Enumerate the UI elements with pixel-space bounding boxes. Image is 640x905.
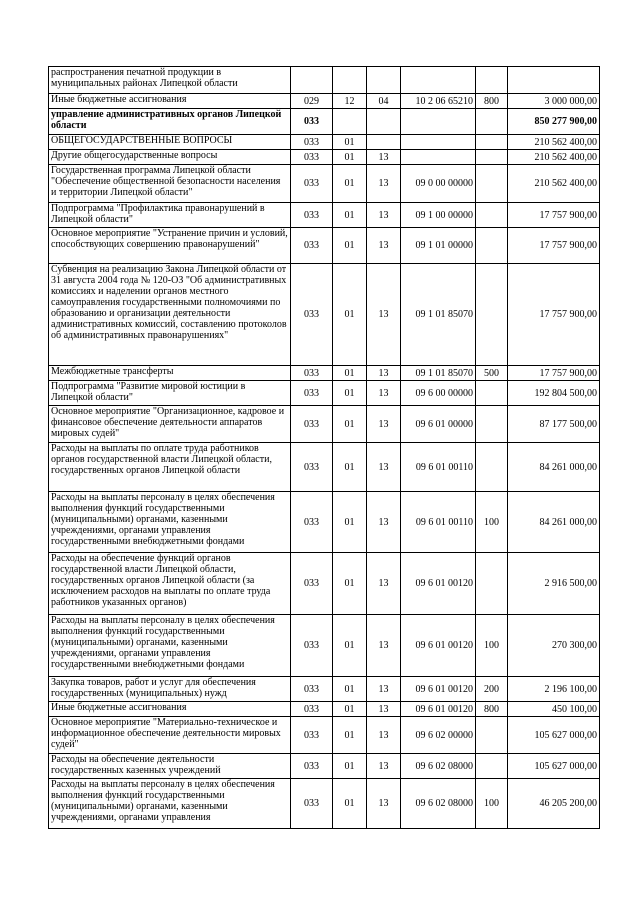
- ministry-code-cell: 033: [291, 492, 333, 553]
- table-row: [49, 615, 600, 677]
- target-article-code-cell: 09 6 01 00110: [401, 443, 476, 492]
- target-article-code-cell: 09 0 00 00000: [401, 165, 476, 203]
- ministry-code-cell: 033: [291, 406, 333, 443]
- table-row: [49, 109, 600, 135]
- ministry-code-cell: 033: [291, 702, 333, 717]
- expense-type-code-cell: [476, 264, 508, 366]
- expense-type-code-cell: 500: [476, 366, 508, 381]
- table-row: [49, 702, 600, 717]
- amount-cell: 450 100,00: [508, 702, 600, 717]
- expense-type-code-cell: [476, 203, 508, 228]
- subsection-code-cell: 13: [367, 228, 401, 264]
- section-code-cell: 01: [333, 150, 367, 165]
- item-name-cell: Расходы на выплаты персоналу в целях обеспечения выполнения функций государственными (муниципальными) органами, казенными учреждениями, органами управления государственными внебюджетными фондами: [49, 492, 291, 553]
- ministry-code-cell: 033: [291, 553, 333, 615]
- target-article-code-cell: 09 1 00 00000: [401, 203, 476, 228]
- ministry-code-cell: 033: [291, 754, 333, 779]
- amount-cell: 3 000 000,00: [508, 94, 600, 109]
- subsection-code-cell: 13: [367, 717, 401, 754]
- item-name-cell: Иные бюджетные ассигнования: [49, 702, 291, 717]
- target-article-code-cell: 09 6 02 08000: [401, 779, 476, 829]
- expense-type-code-cell: 200: [476, 677, 508, 702]
- amount-cell: 2 916 500,00: [508, 553, 600, 615]
- ministry-code-cell: 033: [291, 381, 333, 406]
- amount-cell: 17 757 900,00: [508, 264, 600, 366]
- section-code-cell: [333, 109, 367, 135]
- item-name-cell: Основное мероприятие "Устранение причин и условий, способствующих совершению правонарушений": [49, 228, 291, 264]
- amount-cell: 2 196 100,00: [508, 677, 600, 702]
- amount-cell: 84 261 000,00: [508, 443, 600, 492]
- budget-table-body: [49, 67, 600, 829]
- ministry-code-cell: 033: [291, 135, 333, 150]
- item-name-cell: Государственная программа Липецкой области "Обеспечение общественной безопасности населения и территории Липецкой области": [49, 165, 291, 203]
- item-name-cell: распространения печатной продукции в муниципальных районах Липецкой области: [49, 67, 291, 94]
- expense-type-code-cell: [476, 754, 508, 779]
- expense-type-code-cell: 800: [476, 94, 508, 109]
- expense-type-code-cell: [476, 150, 508, 165]
- table-row: [49, 553, 600, 615]
- target-article-code-cell: 10 2 06 65210: [401, 94, 476, 109]
- ministry-code-cell: 033: [291, 779, 333, 829]
- section-code-cell: 01: [333, 779, 367, 829]
- subsection-code-cell: 13: [367, 702, 401, 717]
- table-row: [49, 228, 600, 264]
- table-row: [49, 381, 600, 406]
- amount-cell: 46 205 200,00: [508, 779, 600, 829]
- expense-type-code-cell: [476, 165, 508, 203]
- amount-cell: 17 757 900,00: [508, 203, 600, 228]
- amount-cell: 270 300,00: [508, 615, 600, 677]
- section-code-cell: 01: [333, 165, 367, 203]
- expense-type-code-cell: [476, 406, 508, 443]
- expense-type-code-cell: 100: [476, 492, 508, 553]
- table-row: [49, 67, 600, 94]
- target-article-code-cell: 09 6 01 00120: [401, 553, 476, 615]
- item-name-cell: Расходы на обеспечение деятельности государственных казенных учреждений: [49, 754, 291, 779]
- target-article-code-cell: [401, 150, 476, 165]
- subsection-code-cell: [367, 135, 401, 150]
- expense-type-code-cell: 800: [476, 702, 508, 717]
- table-row: [49, 165, 600, 203]
- subsection-code-cell: 13: [367, 779, 401, 829]
- amount-cell: 84 261 000,00: [508, 492, 600, 553]
- item-name-cell: Межбюджетные трансферты: [49, 366, 291, 381]
- subsection-code-cell: 13: [367, 615, 401, 677]
- subsection-code-cell: 13: [367, 203, 401, 228]
- section-code-cell: 01: [333, 754, 367, 779]
- section-code-cell: 01: [333, 615, 367, 677]
- subsection-code-cell: [367, 109, 401, 135]
- table-row: [49, 150, 600, 165]
- subsection-code-cell: 13: [367, 443, 401, 492]
- amount-cell: 87 177 500,00: [508, 406, 600, 443]
- section-code-cell: 01: [333, 228, 367, 264]
- ministry-code-cell: 033: [291, 366, 333, 381]
- section-code-cell: 01: [333, 381, 367, 406]
- ministry-code-cell: 033: [291, 443, 333, 492]
- target-article-code-cell: 09 6 01 00000: [401, 406, 476, 443]
- expense-type-code-cell: [476, 717, 508, 754]
- table-row: [49, 135, 600, 150]
- target-article-code-cell: 09 6 01 00120: [401, 702, 476, 717]
- ministry-code-cell: 033: [291, 150, 333, 165]
- item-name-cell: Подпрограмма "Развитие мировой юстиции в Липецкой области": [49, 381, 291, 406]
- item-name-cell: ОБЩЕГОСУДАРСТВЕННЫЕ ВОПРОСЫ: [49, 135, 291, 150]
- item-name-cell: Иные бюджетные ассигнования: [49, 94, 291, 109]
- subsection-code-cell: 13: [367, 165, 401, 203]
- amount-cell: 192 804 500,00: [508, 381, 600, 406]
- target-article-code-cell: [401, 135, 476, 150]
- item-name-cell: Расходы на выплаты персоналу в целях обеспечения выполнения функций государственными (муниципальными) органами, казенными учреждениями, органами управления государственными внебюджетными фондами: [49, 615, 291, 677]
- item-name-cell: Расходы на обеспечение функций органов государственной власти Липецкой области, государственных органов Липецкой области (за исключением расходов на выплаты по оплате труда работников указанных органов): [49, 553, 291, 615]
- subsection-code-cell: 13: [367, 366, 401, 381]
- amount-cell: 850 277 900,00: [508, 109, 600, 135]
- ministry-code-cell: 033: [291, 717, 333, 754]
- section-code-cell: 01: [333, 443, 367, 492]
- subsection-code-cell: 04: [367, 94, 401, 109]
- subsection-code-cell: 13: [367, 264, 401, 366]
- section-code-cell: 01: [333, 702, 367, 717]
- expense-type-code-cell: [476, 443, 508, 492]
- item-name-cell: Расходы на выплаты по оплате труда работников органов государственной власти Липецкой области, государственных органов Липецкой области: [49, 443, 291, 492]
- item-name-cell: Закупка товаров, работ и услуг для обеспечения государственных (муниципальных) нужд: [49, 677, 291, 702]
- subsection-code-cell: 13: [367, 381, 401, 406]
- target-article-code-cell: 09 6 02 08000: [401, 754, 476, 779]
- amount-cell: 210 562 400,00: [508, 165, 600, 203]
- target-article-code-cell: 09 1 01 00000: [401, 228, 476, 264]
- item-name-cell: Другие общегосударственные вопросы: [49, 150, 291, 165]
- amount-cell: 210 562 400,00: [508, 150, 600, 165]
- amount-cell: 105 627 000,00: [508, 717, 600, 754]
- ministry-code-cell: 033: [291, 264, 333, 366]
- table-row: [49, 717, 600, 754]
- ministry-code-cell: 033: [291, 677, 333, 702]
- section-code-cell: 01: [333, 553, 367, 615]
- item-name-cell: Основное мероприятие "Материально-техническое и информационное обеспечение деятельности мировых судей": [49, 717, 291, 754]
- expense-type-code-cell: 100: [476, 615, 508, 677]
- subsection-code-cell: 13: [367, 406, 401, 443]
- item-name-cell: Субвенция на реализацию Закона Липецкой области от 31 августа 2004 года № 120-ОЗ "Об административных комиссиях и наделении органов местного самоуправления государственными полномочиями по образованию и организации деятельности административных комиссий, составлению протоколов об административных правонарушениях": [49, 264, 291, 366]
- section-code-cell: 12: [333, 94, 367, 109]
- target-article-code-cell: 09 1 01 85070: [401, 264, 476, 366]
- section-code-cell: 01: [333, 203, 367, 228]
- expense-type-code-cell: [476, 381, 508, 406]
- ministry-code-cell: 033: [291, 228, 333, 264]
- ministry-code-cell: 033: [291, 615, 333, 677]
- subsection-code-cell: 13: [367, 150, 401, 165]
- expense-type-code-cell: [476, 67, 508, 94]
- ministry-code-cell: 033: [291, 165, 333, 203]
- table-row: [49, 492, 600, 553]
- expense-type-code-cell: 100: [476, 779, 508, 829]
- subsection-code-cell: 13: [367, 677, 401, 702]
- amount-cell: 105 627 000,00: [508, 754, 600, 779]
- target-article-code-cell: 09 6 01 00120: [401, 677, 476, 702]
- subsection-code-cell: 13: [367, 754, 401, 779]
- subsection-code-cell: 13: [367, 492, 401, 553]
- amount-cell: [508, 67, 600, 94]
- table-row: [49, 677, 600, 702]
- ministry-code-cell: 033: [291, 109, 333, 135]
- table-row: [49, 779, 600, 829]
- table-row: [49, 443, 600, 492]
- expense-type-code-cell: [476, 109, 508, 135]
- item-name-cell: Расходы на выплаты персоналу в целях обеспечения выполнения функций государственными (муниципальными) органами, казенными учреждениями, органами управления: [49, 779, 291, 829]
- table-row: [49, 754, 600, 779]
- table-row: [49, 94, 600, 109]
- section-code-cell: 01: [333, 135, 367, 150]
- item-name-cell: Подпрограмма "Профилактика правонарушений в Липецкой области": [49, 203, 291, 228]
- item-name-cell: Основное мероприятие "Организационное, кадровое и финансовое обеспечение деятельности аппаратов мировых судей": [49, 406, 291, 443]
- table-row: [49, 406, 600, 443]
- table-row: [49, 203, 600, 228]
- subsection-code-cell: [367, 67, 401, 94]
- table-row: [49, 264, 600, 366]
- target-article-code-cell: 09 6 00 00000: [401, 381, 476, 406]
- section-code-cell: 01: [333, 492, 367, 553]
- ministry-code-cell: 029: [291, 94, 333, 109]
- expense-type-code-cell: [476, 228, 508, 264]
- budget-table: [48, 66, 600, 829]
- subsection-code-cell: 13: [367, 553, 401, 615]
- expense-type-code-cell: [476, 553, 508, 615]
- table-row: [49, 366, 600, 381]
- target-article-code-cell: [401, 67, 476, 94]
- target-article-code-cell: 09 6 01 00110: [401, 492, 476, 553]
- section-code-cell: 01: [333, 264, 367, 366]
- expense-type-code-cell: [476, 135, 508, 150]
- section-code-cell: 01: [333, 406, 367, 443]
- amount-cell: 210 562 400,00: [508, 135, 600, 150]
- ministry-code-cell: 033: [291, 203, 333, 228]
- section-code-cell: 01: [333, 717, 367, 754]
- target-article-code-cell: 09 6 02 00000: [401, 717, 476, 754]
- target-article-code-cell: [401, 109, 476, 135]
- section-code-cell: 01: [333, 366, 367, 381]
- section-code-cell: 01: [333, 677, 367, 702]
- section-code-cell: [333, 67, 367, 94]
- item-name-cell: управление административных органов Липецкой области: [49, 109, 291, 135]
- target-article-code-cell: 09 1 01 85070: [401, 366, 476, 381]
- amount-cell: 17 757 900,00: [508, 366, 600, 381]
- amount-cell: 17 757 900,00: [508, 228, 600, 264]
- target-article-code-cell: 09 6 01 00120: [401, 615, 476, 677]
- ministry-code-cell: [291, 67, 333, 94]
